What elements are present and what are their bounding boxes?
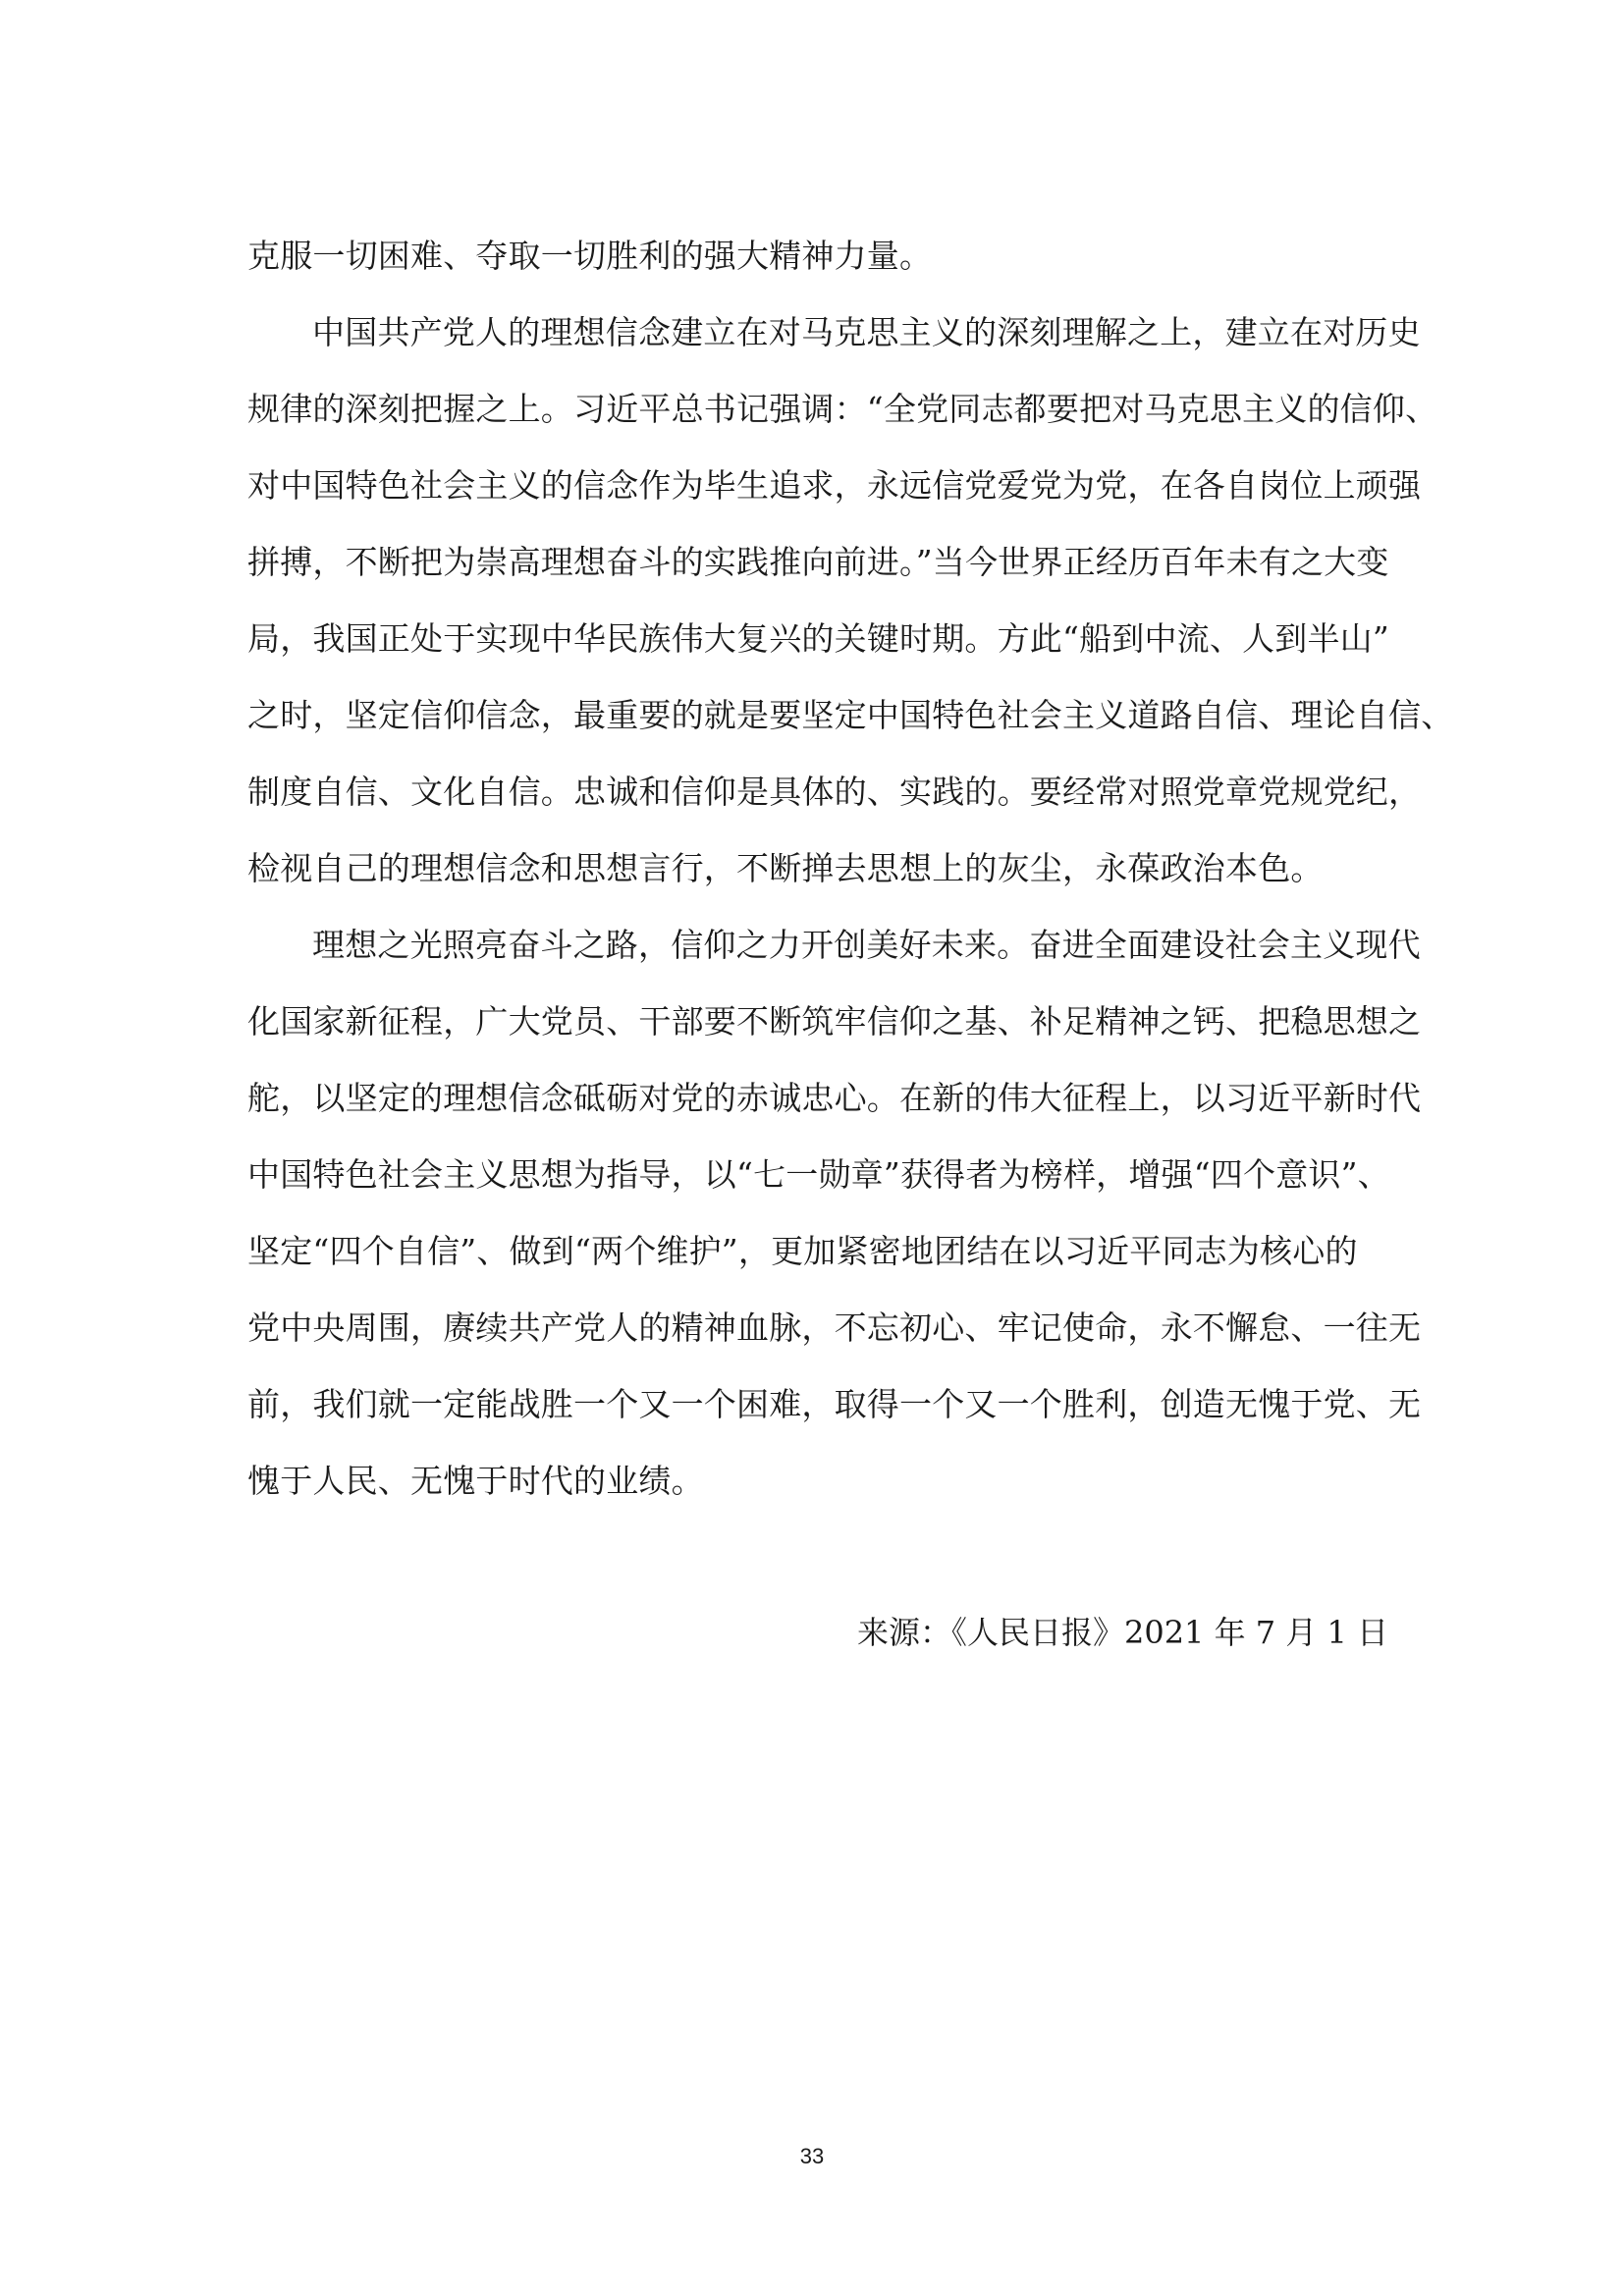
text-line: 对中国特色社会主义的信念作为毕生追求，永远信党爱党为党，在各自岗位上顽强 bbox=[247, 466, 1422, 505]
text-line: 坚定“四个自信”、做到“两个维护”，更加紧密地团结在以习近平同志为核心的 bbox=[247, 1232, 1358, 1270]
text-line: 检视自己的理想信念和思想言行，不断掸去思想上的灰尘，永葆政治本色。 bbox=[247, 849, 1324, 887]
body-text bbox=[247, 218, 1454, 1520]
source-citation: 来源：《人民日报》2021 年 7 月 1 日 bbox=[856, 1614, 1388, 1651]
text-line: 制度自信、文化自信。忠诚和信仰是具体的、实践的。要经常对照党章党规党纪， bbox=[247, 773, 1422, 811]
paragraph-2 bbox=[247, 294, 1454, 907]
page-number: 33 bbox=[799, 2144, 825, 2168]
text-line: 局，我国正处于实现中华民族伟大复兴的关键时期。方此“船到中流、人到半山” bbox=[247, 619, 1389, 658]
text-line: 之时，坚定信仰信念，最重要的就是要坚定中国特色社会主义道路自信、理论自信、 bbox=[247, 696, 1454, 734]
paragraph-1 bbox=[247, 218, 1388, 294]
text-line: 前，我们就一定能战胜一个又一个困难，取得一个又一个胜利，创造无愧于党、无 bbox=[247, 1385, 1422, 1423]
text-line: 规律的深刻把握之上。习近平总书记强调：“全党同志都要把对马克思主义的信仰、 bbox=[247, 390, 1438, 428]
text-line: 愧于人民、无愧于时代的业绩。 bbox=[247, 1462, 704, 1500]
text-line: 中国共产党人的理想信念建立在对马克思主义的深刻理解之上，建立在对历史 bbox=[312, 313, 1421, 351]
text-line: 舵，以坚定的理想信念砥砺对党的赤诚忠心。在新的伟大征程上，以习近平新时代 bbox=[247, 1079, 1422, 1117]
text-line: 党中央周围，赓续共产党人的精神血脉，不忘初心、牢记使命，永不懈怠、一往无 bbox=[247, 1308, 1422, 1347]
text-line: 拼搏，不断把为崇高理想奋斗的实践推向前进。”当今世界正经历百年未有之大变 bbox=[247, 543, 1389, 581]
text-line: 化国家新征程，广大党员、干部要不断筑牢信仰之基、补足精神之钙、把稳思想之 bbox=[247, 1002, 1422, 1041]
text-line: 克服一切困难、夺取一切胜利的强大精神力量。 bbox=[247, 237, 933, 275]
text-line: 中国特色社会主义思想为指导，以“七一勋章”获得者为榜样，增强“四个意识”、 bbox=[247, 1155, 1390, 1194]
paragraph-3 bbox=[247, 907, 1422, 1520]
text-line: 理想之光照亮奋斗之路，信仰之力开创美好未来。奋进全面建设社会主义现代 bbox=[312, 926, 1421, 964]
